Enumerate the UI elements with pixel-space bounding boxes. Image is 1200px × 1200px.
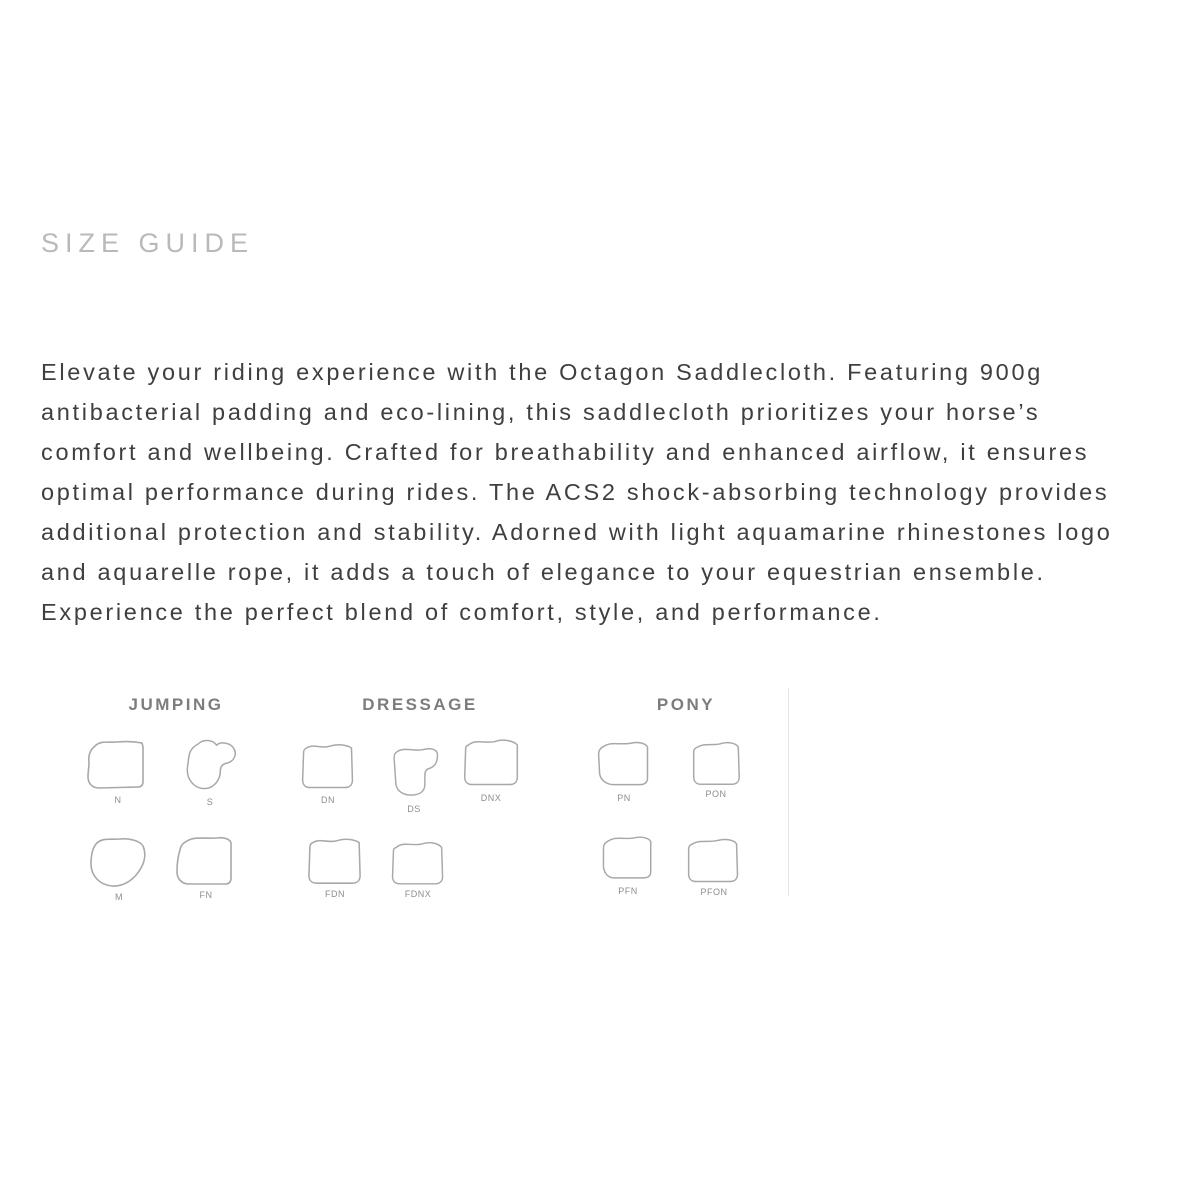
size-label: FN [199, 890, 213, 900]
size-cell-dressage-dn [296, 736, 360, 805]
size-label: M [115, 892, 123, 902]
size-cell-pony-pon [687, 736, 745, 799]
size-cell-dressage-ds [385, 741, 443, 814]
saddlecloth-outline-fdn-icon [303, 832, 367, 888]
size-label: S [206, 797, 214, 807]
product-description: Elevate your riding experience with the Octagon Saddlecloth. Featuring 900g antibacterial padding and eco-lining, this saddlecloth prioritizes your horse’s comfort and wellbeing. Crafted for breathability and enhanced airflow, it ensures optimal performance during rides. The ACS2 shock-absorbing technology provides additional protection and stability. Adorned with light aquamarine rhinestones logo and aquarelle rope, it adds a touch of elegance to your equestrian ensemble. Experience the perfect blend of comfort, style, and performance. [41, 358, 1113, 625]
size-cell-dressage-fdnx [387, 836, 449, 899]
size-cell-dressage-dnx [459, 732, 523, 803]
size-cell-jumping-s [176, 734, 244, 807]
size-label: N [114, 795, 122, 805]
size-cell-pony-pfon [682, 832, 746, 897]
saddlecloth-outline-pfn-icon [598, 829, 658, 885]
size-label: PFON [700, 887, 728, 897]
saddlecloth-outline-ds-icon [386, 741, 442, 803]
saddlecloth-outline-m-icon [83, 831, 155, 891]
size-label: PN [617, 793, 631, 803]
saddlecloth-outline-n-icon [83, 734, 153, 794]
category-heading-pony: PONY [656, 695, 716, 714]
size-label: FDN [325, 889, 345, 899]
size-label: FDNX [404, 889, 432, 899]
size-cell-jumping-m [82, 831, 156, 902]
saddlecloth-outline-pon-icon [688, 736, 744, 788]
saddlecloth-outline-pn-icon [593, 734, 655, 792]
saddlecloth-outline-s-icon [177, 734, 243, 796]
size-cell-dressage-fdn [302, 832, 368, 899]
size-label: DN [321, 795, 335, 805]
size-cell-pony-pn [592, 734, 656, 803]
saddlecloth-outline-fn-icon [169, 831, 243, 889]
size-label: PFN [618, 886, 638, 896]
category-heading-jumping: JUMPING [128, 695, 224, 714]
saddlecloth-outline-pfon-icon [683, 832, 745, 886]
size-cell-jumping-fn [168, 831, 244, 900]
size-cell-jumping-n [82, 734, 154, 805]
size-guide-heading: SIZE GUIDE [41, 228, 255, 259]
size-chart-figure [40, 688, 789, 902]
saddlecloth-outline-fdnx-icon [388, 836, 448, 888]
category-heading-dressage: DRESSAGE [362, 695, 478, 714]
saddlecloth-outline-dnx-icon [460, 732, 522, 792]
size-cell-pony-pfn [597, 829, 659, 896]
size-label: DS [407, 804, 421, 814]
saddlecloth-outline-dn-icon [297, 736, 359, 794]
size-label: PON [705, 789, 727, 799]
size-label: DNX [480, 793, 502, 803]
